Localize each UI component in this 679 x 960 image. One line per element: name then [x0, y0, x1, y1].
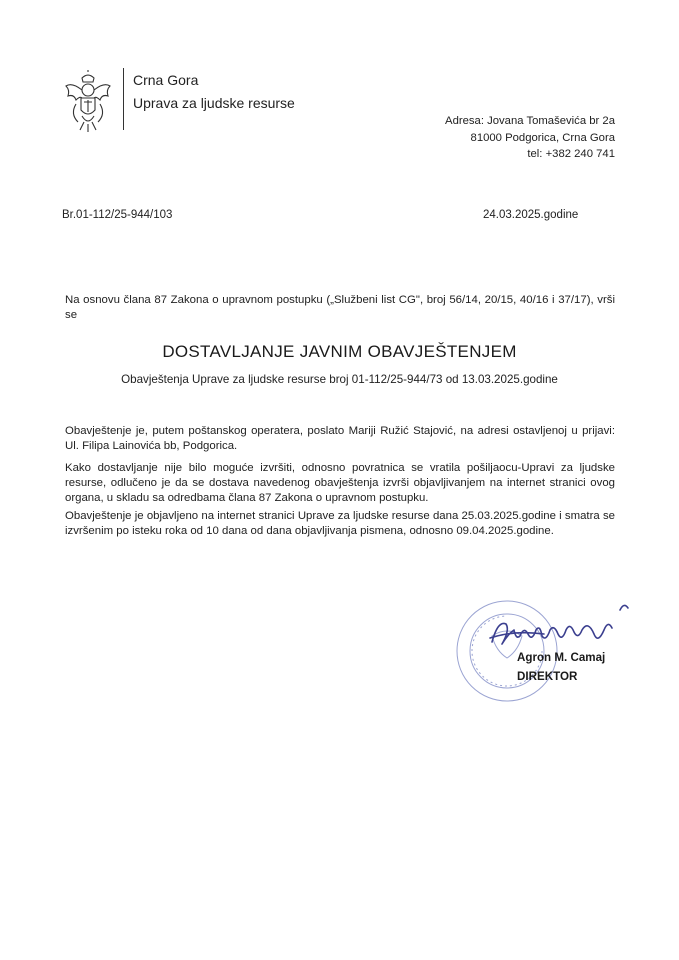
signer-name: Agron M. Camaj [517, 651, 606, 664]
address-street: Adresa: Jovana Tomaševića br 2a [445, 115, 615, 127]
organization-name: Uprava za ljudske resurse [133, 95, 295, 111]
reference-date: 24.03.2025.godine [483, 209, 579, 221]
address-phone: tel: +382 240 741 [527, 148, 615, 160]
header-divider [123, 68, 124, 130]
reference-number: Br.01-112/25-944/103 [62, 209, 173, 221]
paragraph-delivery-attempt: Obavještenje je, putem poštanskog operatera, poslato Mariji Ružić Stajović, na adresi ostavljenoj u prijavi: Ul. Filipa Lainovića bb, Podgorica. [65, 425, 615, 452]
coat-of-arms-icon [62, 70, 114, 136]
paragraph-decision: Kako dostavljanje nije bilo moguće izvršiti, odnosno povratnica se vratila pošiljaocu-Upravi za ljudske resurse, odlučeno je da se dostava navedenog obavještenja izvrši objavljivanjem na internet stranici ovog organa, u skladu sa odredbama člana 87 Zakona o upravnom postupku. [65, 462, 615, 504]
legal-basis-text: Na osnovu člana 87 Zakona o upravnom postupku („Službeni list CG", broj 56/14, 20/15, 40/16 i 37/17), vrši se [65, 294, 615, 321]
document-title: DOSTAVLJANJE JAVNIM OBAVJEŠTENJEM [162, 342, 517, 361]
paragraph-publication: Obavještenje je objavljeno na internet stranici Uprave za ljudske resurse dana 25.03.2025.godine i smatra se izvršenim po isteku roka od 10 dana od dana objavljivanja pismena, odnosno 09.04.2025.godine. [65, 510, 615, 537]
document-subtitle: Obavještenja Uprave za ljudske resurse broj 01-112/25-944/73 od 13.03.2025.godine [121, 373, 558, 386]
country-name: Crna Gora [133, 72, 199, 88]
signer-role: DIREKTOR [517, 670, 578, 683]
address-city: 81000 Podgorica, Crna Gora [470, 131, 615, 144]
address-block [445, 113, 615, 163]
